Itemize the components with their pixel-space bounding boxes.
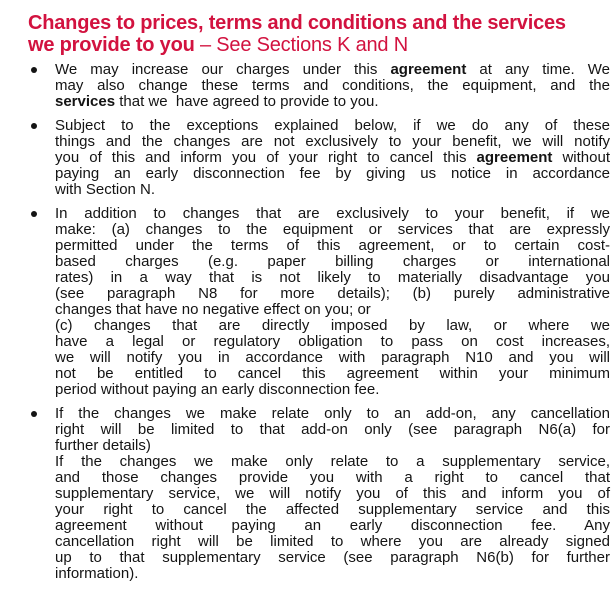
- text-line: cancellation right will be limited to where you are already signed: [55, 533, 610, 550]
- text-line: further details): [55, 437, 151, 454]
- text-line: In addition to changes that are exclusively to your benefit, if we: [55, 205, 610, 222]
- bullet-icon: [31, 411, 37, 417]
- text-line: period without paying an early disconnection fee.: [55, 381, 380, 398]
- text-line: (c) changes that are directly imposed by law, or where we: [55, 317, 610, 334]
- text-line: permitted under the terms of this agreement, or to certain cost-: [55, 237, 610, 254]
- text-line: and those changes provide you with a right to cancel that: [55, 469, 610, 486]
- text-line: services that we have agreed to provide to you.: [55, 93, 379, 110]
- heading-bold-line1: Changes to prices, terms and conditions and the services: [28, 12, 566, 34]
- text-line: rates) in a way that is not likely to materially disadvantage you: [55, 269, 610, 286]
- text-line: (see paragraph N8 for more details); (b) purely administrative: [55, 285, 610, 302]
- text-line: your right to cancel the affected supplementary service and this: [55, 501, 610, 518]
- bullet-text: [55, 62, 610, 110]
- text-line: changes that have no negative effect on you; or: [55, 301, 371, 318]
- bullet-icon: [31, 211, 37, 217]
- bullet-item: [28, 118, 610, 198]
- text-line: We may increase our charges under this agreement at any time. We: [55, 61, 611, 78]
- bullet-item: [28, 206, 610, 398]
- text-line: make: (a) changes to the equipment or services that are expressly: [55, 221, 610, 238]
- text-line: paying an early disconnection fee by giving us notice in accordance: [55, 165, 610, 182]
- bullet-marker: [28, 206, 55, 398]
- text-line: right will be limited to that add-on only (see paragraph N6(a) for: [55, 421, 610, 438]
- section-heading: [28, 12, 610, 56]
- bullet-marker: [28, 62, 55, 110]
- text-line: If the changes we make only relate to a supplementary service,: [55, 453, 610, 470]
- text-line: based charges (e.g. paper billing charges or international: [55, 253, 610, 270]
- heading-suffix: – See Sections K and N: [194, 34, 408, 56]
- bullet-item: [28, 406, 610, 582]
- bullet-icon: [31, 67, 37, 73]
- text-line: up to that supplementary service (see paragraph N6(b) for further: [55, 549, 610, 566]
- text-line: with Section N.: [55, 181, 156, 198]
- text-line: information).: [55, 565, 139, 582]
- text-line: we will notify you in accordance with paragraph N10 and you will: [55, 349, 610, 366]
- heading-bold-line2: we provide to you: [28, 34, 195, 56]
- bullet-text: [55, 118, 610, 198]
- bullet-marker: [28, 118, 55, 198]
- text-line: may also change these terms and conditions, the equipment, and the: [55, 77, 610, 94]
- text-line: you of this and inform you of your right to cancel this agreement without: [55, 149, 610, 166]
- bullet-list: [28, 62, 610, 582]
- bullet-marker: [28, 406, 55, 582]
- bullet-text: [55, 206, 610, 398]
- text-line: supplementary service, we will notify you of this and inform you of: [55, 485, 610, 502]
- text-line: agreement without paying an early disconnection fee. Any: [55, 517, 610, 534]
- text-line: not be entitled to cancel this agreement within your minimum: [55, 365, 610, 382]
- text-line: Subject to the exceptions explained below, if we do any of these: [55, 117, 610, 134]
- bullet-icon: [31, 123, 37, 129]
- text-line: If the changes we make relate only to an add-on, any cancellation: [55, 405, 610, 422]
- bullet-text: [55, 406, 610, 582]
- text-line: things and the changes are not exclusively to your benefit, we will notify: [55, 133, 610, 150]
- text-line: have a legal or regulatory obligation to pass on cost increases,: [55, 333, 610, 350]
- bullet-item: [28, 62, 610, 110]
